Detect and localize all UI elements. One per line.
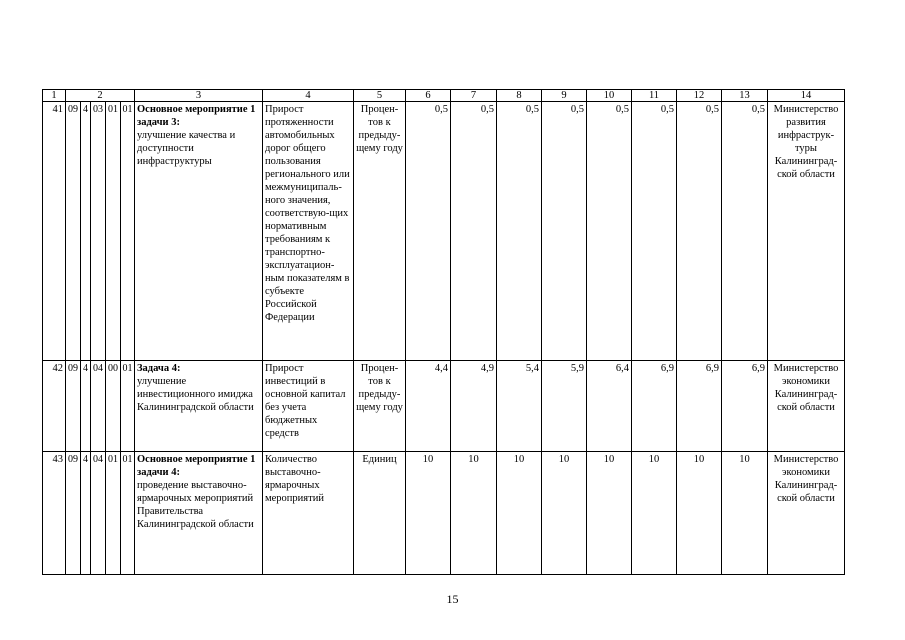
header-cell: 12 [677,90,722,102]
title-text: проведение выставочно-ярмарочных мероприятий Правительства Калининградской области [137,480,254,530]
value-cell: 10 [722,452,768,575]
header-cell: 2 [66,90,135,102]
value-cell: 6,9 [722,361,768,452]
value-cell: 10 [451,452,497,575]
value-cell: 10 [542,452,587,575]
value-cell: 0,5 [497,102,542,361]
table-row [43,452,845,575]
indicator-cell: Прирост протяженности автомобильных дорог общего пользования регионального или межмуниципаль-ного значения, соответствую-щих нормативным требованиям к транспортно-эксплуатацион-ным показателям в субъекте Российской Федерации [263,102,354,361]
indicator-cell: Количество выставочно-ярмарочных мероприятий [263,452,354,575]
value-cell: 0,5 [406,102,451,361]
row-number: 42 [43,361,66,452]
code-cell: 03 [91,102,106,361]
table-row [43,361,845,452]
value-cell: 5,4 [497,361,542,452]
value-cell: 6,9 [632,361,677,452]
code-cell: 00 [106,361,121,452]
code-cell: 01 [121,102,135,361]
indicators-table [42,89,845,575]
code-cell: 09 [66,102,81,361]
value-cell: 0,5 [722,102,768,361]
page-number: 15 [446,592,459,606]
value-cell: 0,5 [587,102,632,361]
code-cell: 01 [106,452,121,575]
header-row [43,90,845,102]
header-cell: 6 [406,90,451,102]
code-cell: 01 [106,102,121,361]
header-cell: 1 [43,90,66,102]
row-number: 43 [43,452,66,575]
header-cell: 14 [768,90,845,102]
value-cell: 5,9 [542,361,587,452]
title-text: улучшение инвестиционного имиджа Калининградской области [137,376,254,413]
title-cell [135,361,263,452]
code-cell: 4 [81,102,91,361]
value-cell: 10 [587,452,632,575]
value-cell: 6,9 [677,361,722,452]
value-cell: 10 [406,452,451,575]
value-cell: 4,9 [451,361,497,452]
code-cell: 01 [121,361,135,452]
value-cell: 0,5 [542,102,587,361]
unit-cell: Единиц [354,452,406,575]
code-cell: 4 [81,452,91,575]
table-row [43,102,845,361]
title-cell [135,102,263,361]
value-cell: 0,5 [632,102,677,361]
title-bold: Основное мероприятие 1 задачи 3: [137,104,256,128]
title-bold: Основное мероприятие 1 задачи 4: [137,454,256,478]
responsible-cell: Министерство экономики Калининград-ской области [768,361,845,452]
indicator-cell: Прирост инвестиций в основной капитал без учета бюджетных средств [263,361,354,452]
value-cell: 6,4 [587,361,632,452]
responsible-cell: Министерство развития инфраструк-туры Калининград-ской области [768,102,845,361]
title-cell [135,452,263,575]
value-cell: 0,5 [677,102,722,361]
code-cell: 01 [121,452,135,575]
header-cell: 10 [587,90,632,102]
code-cell: 09 [66,361,81,452]
code-cell: 4 [81,361,91,452]
header-cell: 8 [497,90,542,102]
value-cell: 0,5 [451,102,497,361]
title-text: улучшение качества и доступности инфраструктуры [137,130,236,167]
header-cell: 3 [135,90,263,102]
unit-cell: Процен-тов к предыду-щему году [354,102,406,361]
header-cell: 9 [542,90,587,102]
responsible-cell: Министерство экономики Калининград-ской области [768,452,845,575]
code-cell: 09 [66,452,81,575]
value-cell: 10 [677,452,722,575]
code-cell: 04 [91,452,106,575]
header-cell: 11 [632,90,677,102]
value-cell: 4,4 [406,361,451,452]
header-cell: 5 [354,90,406,102]
value-cell: 10 [497,452,542,575]
title-bold: Задача 4: [137,363,181,374]
value-cell: 10 [632,452,677,575]
header-cell: 4 [263,90,354,102]
header-cell: 13 [722,90,768,102]
row-number: 41 [43,102,66,361]
unit-cell: Процен-тов к предыду-щему году [354,361,406,452]
header-cell: 7 [451,90,497,102]
code-cell: 04 [91,361,106,452]
